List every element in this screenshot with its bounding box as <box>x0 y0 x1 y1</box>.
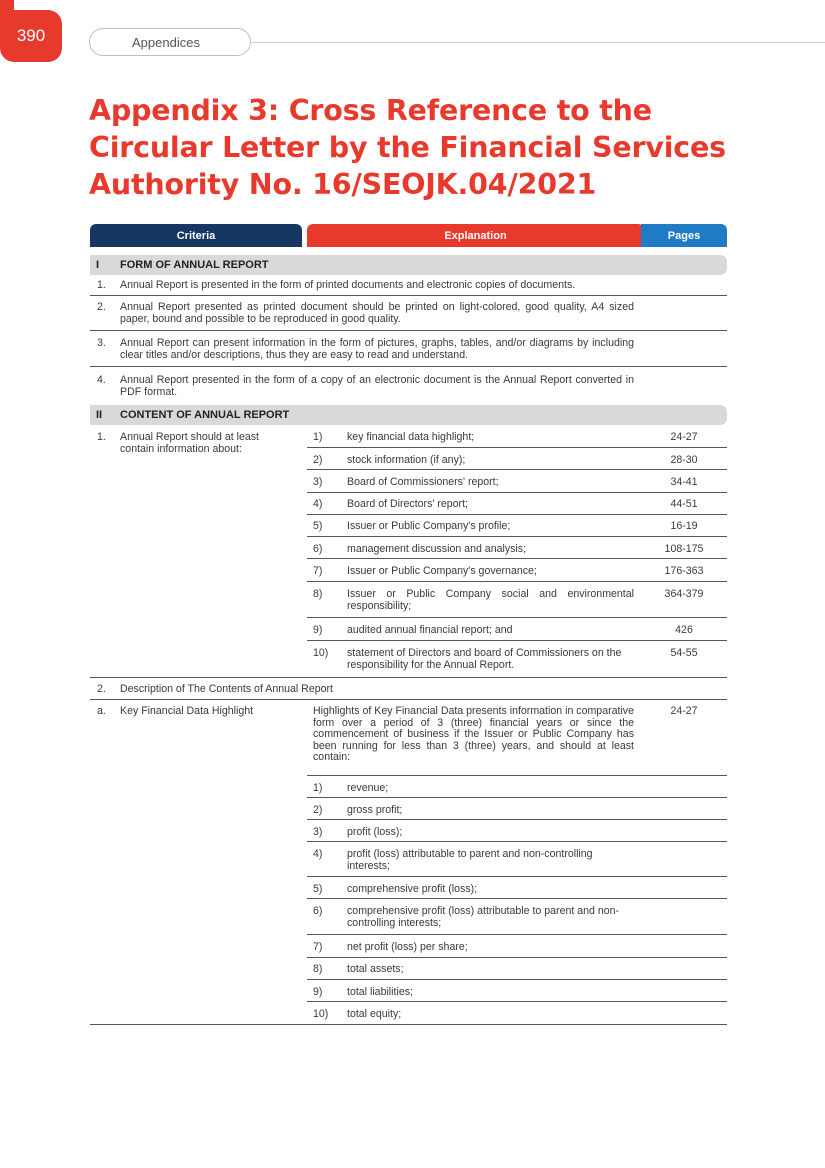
sub-item-text: audited annual financial report; and <box>347 624 513 636</box>
section-title: CONTENT OF ANNUAL REPORT <box>120 409 290 421</box>
sub-item-text: profit (loss) attributable to parent and non-controlling interests; <box>347 848 593 872</box>
sub-item-text: stock information (if any); <box>347 454 466 466</box>
list-item-text: Annual Report can present information in the form of pictures, graphs, tables, and/or diagrams by including clear titles and/or descriptions, thus they are easy to read and understand. <box>120 337 634 361</box>
criteria-text: Key Financial Data Highlight <box>120 705 254 717</box>
row-divider <box>90 330 727 331</box>
sub-item-text: net profit (loss) per share; <box>347 941 468 953</box>
page-number-tab <box>0 10 62 62</box>
section-number: I <box>96 259 100 271</box>
section-header-form <box>90 255 727 275</box>
sub-item-text: Issuer or Public Company's profile; <box>347 520 511 532</box>
list-item-text: Description of The Contents of Annual Report <box>120 683 333 695</box>
row-divider <box>307 558 727 559</box>
row-divider <box>307 979 727 980</box>
sub-item-number: 10) <box>313 1008 329 1020</box>
page-reference: 24-27 <box>670 431 698 443</box>
list-item-text: Annual Report presented in the form of a copy of an electronic document is the Annual Report converted in PDF format. <box>120 374 634 398</box>
page-reference: 364-379 <box>664 588 704 600</box>
table-bottom-divider <box>90 1024 727 1025</box>
list-item-number: 2. <box>97 301 106 313</box>
page-reference: 16-19 <box>670 520 698 532</box>
sub-item-number: 4) <box>313 848 323 860</box>
column-header-pages: Pages <box>641 224 727 247</box>
list-item-number: 1. <box>97 279 106 291</box>
sub-item-number: 7) <box>313 565 323 577</box>
sub-item-text: statement of Directors and board of Commissioners on the responsibility for the Annual Report. <box>347 647 622 671</box>
header-divider <box>251 42 825 43</box>
row-divider <box>307 957 727 958</box>
sub-item-text: gross profit; <box>347 804 403 816</box>
page-reference: 54-55 <box>670 647 698 659</box>
list-item-number: a. <box>97 705 106 717</box>
row-divider <box>307 775 727 776</box>
list-item-text: Annual Report is presented in the form of printed documents and electronic copies of documents. <box>120 279 576 291</box>
list-item-text: Annual Report presented as printed document should be printed on light-colored, good quality, A4 sized paper, bound and possible to be reproduced in good quality. <box>120 301 634 325</box>
sub-item-text: management discussion and analysis; <box>347 543 527 555</box>
sub-item-number: 8) <box>313 588 323 600</box>
row-divider <box>307 1001 727 1002</box>
section-title: FORM OF ANNUAL REPORT <box>120 259 269 271</box>
sub-item-text: total equity; <box>347 1008 402 1020</box>
sub-item-text: Board of Directors' report; <box>347 498 468 510</box>
page-reference: 108-175 <box>664 543 704 555</box>
sub-item-number: 7) <box>313 941 323 953</box>
page-reference: 176-363 <box>664 565 704 577</box>
sub-item-number: 10) <box>313 647 329 659</box>
sub-item-number: 9) <box>313 986 323 998</box>
sub-item-number: 2) <box>313 804 323 816</box>
row-divider <box>307 819 727 820</box>
criteria-text: Annual Report should at least contain information about: <box>120 431 259 455</box>
page-reference: 28-30 <box>670 454 698 466</box>
sub-item-number: 9) <box>313 624 323 636</box>
row-divider <box>307 617 727 618</box>
row-divider <box>90 295 727 296</box>
section-number: II <box>96 409 103 421</box>
row-divider <box>307 536 727 537</box>
section-label: Appendices <box>89 28 251 56</box>
sub-item-number: 3) <box>313 476 323 488</box>
row-divider <box>90 677 727 678</box>
list-item-number: 2. <box>97 683 106 695</box>
page-reference: 426 <box>675 624 693 636</box>
sub-item-text: comprehensive profit (loss); <box>347 883 478 895</box>
column-header-criteria: Criteria <box>90 224 302 247</box>
sub-item-number: 1) <box>313 782 323 794</box>
row-divider <box>307 640 727 641</box>
column-header-explanation: Explanation <box>307 224 644 247</box>
sub-item-number: 8) <box>313 963 323 975</box>
row-divider <box>307 447 727 448</box>
row-divider <box>307 492 727 493</box>
row-divider <box>307 841 727 842</box>
sub-item-text: key financial data highlight; <box>347 431 475 443</box>
row-divider <box>90 699 727 700</box>
sub-item-text: total liabilities; <box>347 986 413 998</box>
row-divider <box>307 469 727 470</box>
row-divider <box>307 898 727 899</box>
sub-item-number: 1) <box>313 431 323 443</box>
row-divider <box>307 934 727 935</box>
sub-item-text: comprehensive profit (loss) attributable to parent and non-controlling interests; <box>347 905 620 929</box>
sub-item-number: 5) <box>313 883 323 895</box>
sub-item-number: 6) <box>313 543 323 555</box>
row-divider <box>90 366 727 367</box>
page-number: 390 <box>16 26 46 45</box>
explanation-text: Highlights of Key Financial Data presents information in comparative form over a period of 3 (three) financial years or since the commencement of business if the Issuer or Public Company has been running for less than 3 (three) years, and should at least contain: <box>313 705 634 763</box>
sub-item-text: Issuer or Public Company's governance; <box>347 565 537 577</box>
sub-item-number: 5) <box>313 520 323 532</box>
sub-item-number: 4) <box>313 498 323 510</box>
sub-item-number: 6) <box>313 905 323 917</box>
page-reference: 24-27 <box>670 705 698 717</box>
sub-item-text: Board of Commissioners' report; <box>347 476 499 488</box>
sub-item-number: 2) <box>313 454 323 466</box>
page-reference: 44-51 <box>670 498 698 510</box>
list-item-number: 3. <box>97 337 106 349</box>
row-divider <box>307 581 727 582</box>
sub-item-number: 3) <box>313 826 323 838</box>
sub-item-text: total assets; <box>347 963 404 975</box>
row-divider <box>307 876 727 877</box>
list-item-number: 4. <box>97 374 106 386</box>
row-divider <box>307 514 727 515</box>
sub-item-text: Issuer or Public Company social and environmental responsibility; <box>347 588 634 612</box>
page-reference: 34-41 <box>670 476 698 488</box>
sub-item-text: revenue; <box>347 782 389 794</box>
sub-item-text: profit (loss); <box>347 826 403 838</box>
row-divider <box>307 797 727 798</box>
list-item-number: 1. <box>97 431 106 443</box>
page-title: Appendix 3: Cross Reference to the Circular Letter by the Financial Services Authority No. 16/SEOJK.04/2021 <box>89 94 726 201</box>
section-header-content <box>90 405 727 425</box>
